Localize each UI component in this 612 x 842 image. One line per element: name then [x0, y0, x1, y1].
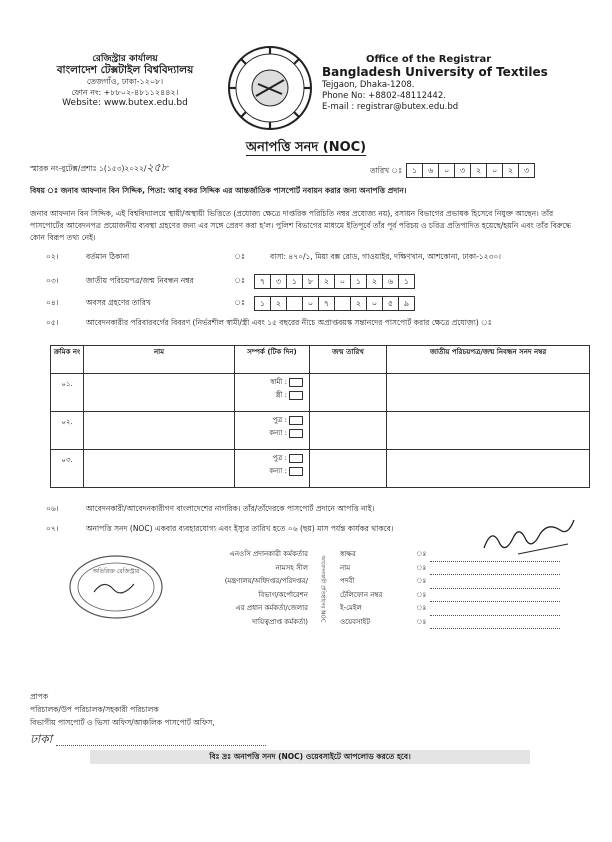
item-02-num: ০২।: [46, 252, 59, 261]
website: Website: www.butex.edu.bd: [62, 98, 188, 108]
body-paragraph: জনাব আফনান বিন সিদ্দিক, এই বিশ্ববিদ্যালয়ে স্থায়ী/অস্থায়ী ভিত্তিতে (প্রযোজ্য ক্ষেত্রে দাপ্তরিক পরিচিতি নম্বর প্রযোজ্য নয়), রসায়ন বিভাগের প্রভাষক হিসেবে নিযুক্ত আছেন। তাঁর পাসপোর্টের আবেদনপত্র প্রয়োজনীয় ব্যবস্থা গ্রহণের জন্য এর সঙ্গে প্রেরণ করা হ'ল। পুলিশ বিভাগের মাধ্যমে ইতিপূর্বে তাঁর পূর্ব পরিচয় ও চরিত্র প্রতিপাদিত হয়েছে/হয়নি এবং তাঁর বিরুদ্ধে কোন বিরূপ তথ্য নেই।: [30, 209, 572, 242]
memo-date: তারিখ ঃ ১ ৬ ০ ৩ ২ ০ ২ ৩: [370, 163, 535, 178]
date-digit-box: ৬: [422, 163, 438, 178]
round-seal: অতিরিক্ত রেজিস্ট্রার: [66, 552, 166, 622]
retirement-digit-box: ১: [254, 296, 270, 311]
nid-digit-box: ১: [350, 274, 366, 289]
col-nid: জাতীয় পরিচয়পত্র/জন্ম নিবন্ধন সনদ নম্বর: [387, 346, 590, 374]
nid-digit-box: ৭: [254, 274, 270, 289]
header-bn: [40, 54, 210, 109]
phone-bn: ফোন নং: +৮৮০২-৪৮১১২৪৪২।: [71, 88, 179, 97]
office-name-bn: রেজিস্ট্রার কার্যালয়: [92, 54, 158, 64]
header-en: [322, 54, 582, 113]
nid-digit-box: ১: [286, 274, 302, 289]
address-bn: তেজগাঁও, ঢাকা-১২০৮।: [86, 77, 164, 86]
nid-digit-box: ৬: [382, 274, 398, 289]
retirement-digit-box: ৯: [398, 296, 415, 311]
phone-en: Phone No: +8802-48112442.: [322, 91, 446, 101]
subject-line: বিষয় ঃ জনাব আফনান বিন সিদ্দিক, পিতা: আবু বকর সিদ্দিক এর আন্তর্জাতিক পাসপোর্ট নবায়ন করার জন্য অনাপত্তি প্রদান।: [30, 186, 407, 195]
table-row: ০২. পুত্র : কন্যা :: [51, 412, 590, 450]
col-name: নাম: [84, 346, 235, 374]
email-en: E-mail : registrar@butex.edu.bd: [322, 102, 459, 112]
office-name-en: Office of the Registrar: [366, 54, 492, 65]
item-04-num: ০৪।: [46, 298, 59, 307]
item-06-text: আবেদনকারী/আবেদনকারীগণ বাংলাদেশের নাগরিক। তাঁর/তাঁদেরকে পাসপোর্ট প্রদানে আপত্তি নাই।: [86, 504, 375, 513]
nid-digit-box: ১: [398, 274, 415, 289]
handwritten-signature: [478, 518, 578, 558]
memo-number: স্মারক নং-বুটেক্স/প্রশাঃ ১(১৫৩)২০২২/২৫৮: [30, 161, 168, 174]
retirement-digit-box: ৫: [382, 296, 398, 311]
date-digit-box: ৩: [518, 163, 535, 178]
checkbox-daughter[interactable]: [289, 429, 303, 438]
checkbox-son[interactable]: [289, 454, 303, 463]
date-digit-box: ০: [486, 163, 502, 178]
nid-boxes: [254, 274, 415, 289]
university-name-bn: বাংলাদেশ টেক্সটাইল বিশ্ববিদ্যালয়: [56, 64, 194, 76]
name-field[interactable]: [430, 562, 560, 576]
table-row: ০১. স্বামী : স্ত্রী :: [51, 374, 590, 412]
nid-digit-box: ২: [366, 274, 382, 289]
university-name-en: Bangladesh University of Textiles: [322, 65, 548, 79]
date-boxes: [406, 163, 535, 178]
date-digit-box: ২: [470, 163, 486, 178]
item-04-sep: ঃ: [234, 298, 246, 307]
item-07-num: ০৭।: [46, 524, 59, 533]
university-logo: [226, 44, 314, 132]
item-05-text: আবেদনকারীর পরিবারবর্গের বিবরণ (নির্ভরশীল স্বামী/স্ত্রী এবং ১৫ বছরের নীচে অপ্রাপ্তবয়স্ক সন্তানদের পাসপোর্ট করার ক্ষেত্রে প্রযোজ্য) ঃ: [86, 318, 492, 327]
email-field[interactable]: [430, 602, 560, 616]
nid-digit-box: ০: [334, 274, 350, 289]
item-02-sep: ঃ: [234, 252, 246, 261]
website-field[interactable]: [430, 616, 560, 630]
checkbox-wife[interactable]: [289, 391, 303, 400]
retirement-digit-box: ০: [302, 296, 318, 311]
item-07-text: অনাপত্তি সনদ (NOC) একবার ব্যবহারযোগ্য এবং ইস্যুর তারিখ হতে ০৬ (ছয়) মাস পর্যন্ত কার্যকর থাকবে।: [86, 524, 394, 533]
recipient-block: প্রাপক পরিচালক/উপ পরিচালক/সহকারী পরিচালক বিভাগীয় পাসপোর্ট ও ভিসা অফিস/আঞ্চলিক পাসপোর্ট অফিস, ঢাকা: [30, 690, 266, 746]
col-relation: সম্পর্ক (টিক দিন): [235, 346, 310, 374]
date-digit-box: ২: [502, 163, 518, 178]
retirement-digit-box: ২: [350, 296, 366, 311]
designation-field[interactable]: [430, 575, 560, 589]
checkbox-husband[interactable]: [289, 378, 303, 387]
item-03-label: জাতীয় পরিচয়পত্র/জন্ম নিবন্ধন নম্বর: [86, 276, 194, 285]
retirement-digit-box: [334, 296, 350, 311]
item-02-label: বর্তমান ঠিকানা: [86, 252, 130, 261]
date-digit-box: ৩: [454, 163, 470, 178]
col-dob: জন্ম তারিখ: [310, 346, 387, 374]
signature-fields: স্বাক্ষর ঃ নাম ঃ পদবী ঃ টেলিফোন নম্বর ঃ ই-মেইল ঃ ওয়েবসাইট ঃ: [340, 548, 560, 629]
recipient-city: ঢাকা: [30, 732, 53, 746]
issuer-description: এনওসি প্রদানকারী কর্মকর্তার নামসহ সীল (মন্ত্রণালয়/অধিদপ্তর/পরিদপ্তর/ বিভাগ/কর্পোরেশন এর প্রধান কর্মকর্তা/জেলার দায়িত্বপ্রাপ্ত কর্মকর্তা): [224, 550, 308, 626]
footer-note: বিঃ দ্রঃ অনাপত্তি সনদ (NOC) ওয়েবসাইটে আপলোড করতে হবে।: [90, 750, 530, 764]
item-03-sep: ঃ: [234, 276, 246, 285]
date-digit-box: ০: [438, 163, 454, 178]
table-row: ০৩. পুত্র : কন্যা :: [51, 450, 590, 488]
address-en: Tejgaon, Dhaka-1208.: [322, 80, 415, 90]
retirement-digit-box: ৭: [318, 296, 334, 311]
document-title: অনাপত্তি সনদ (NOC): [245, 140, 367, 155]
checkbox-daughter[interactable]: [289, 467, 303, 476]
item-05-num: ০৫।: [46, 318, 59, 327]
item-06-num: ০৬।: [46, 504, 59, 513]
retirement-digit-box: ০: [366, 296, 382, 311]
col-serial: ক্রমিক নং: [51, 346, 84, 374]
retirement-digit-box: [286, 296, 302, 311]
present-address: বাসা: ৪৭০/১, মিয়া বক্স রোড, গাওয়াইর, দক্ষিণখান, আশকোনা, ঢাকা-১২৩০।: [270, 252, 501, 261]
vertical-stamp: আবেদনকারী প্রতিষ্ঠানের NOC: [320, 555, 326, 623]
nid-digit-box: ৮: [302, 274, 318, 289]
telephone-field[interactable]: [430, 589, 560, 603]
nid-digit-box: ২: [318, 274, 334, 289]
checkbox-son[interactable]: [289, 416, 303, 425]
retirement-digit-box: ২: [270, 296, 286, 311]
item-03-num: ০৩।: [46, 276, 59, 285]
retirement-date-boxes: [254, 296, 415, 311]
memo-handwritten: ২৫৮: [146, 161, 168, 174]
item-04-label: অবসর গ্রহণের তারিখ: [86, 298, 151, 307]
nid-digit-box: ৩: [270, 274, 286, 289]
family-table: [50, 345, 590, 488]
date-digit-box: ১: [406, 163, 422, 178]
